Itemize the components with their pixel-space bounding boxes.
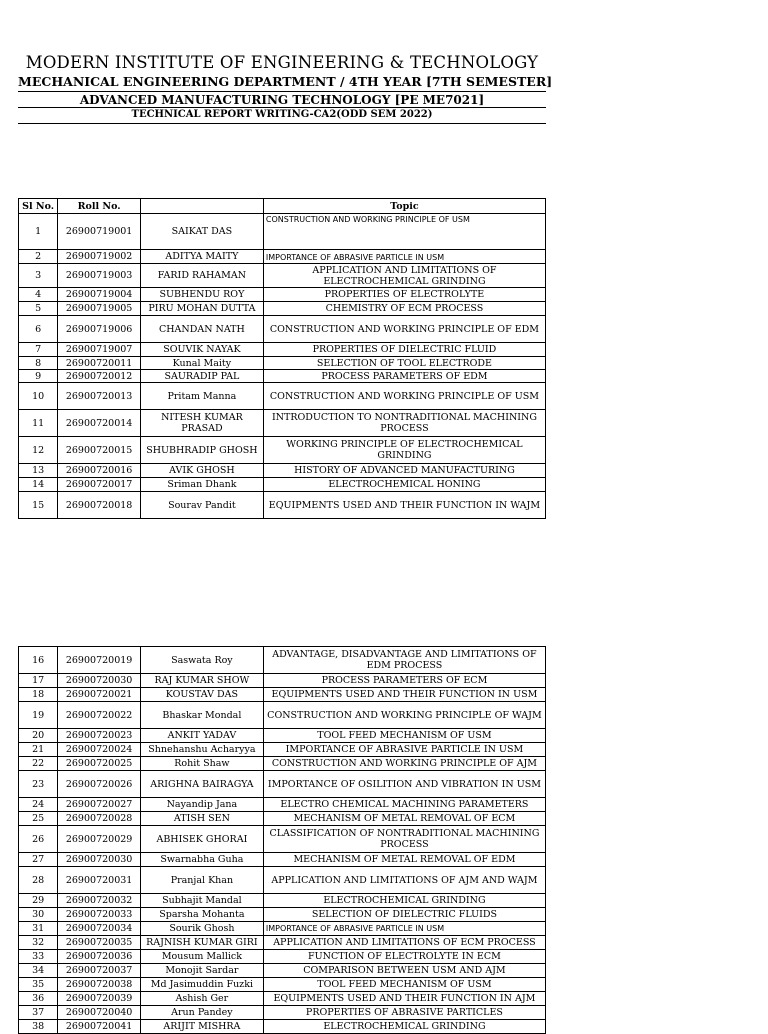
cell-topic: CONSTRUCTION AND WORKING PRINCIPLE OF WAJM [263, 702, 545, 729]
cell-sl-no: 29 [19, 894, 58, 908]
cell-sl-no: 27 [19, 853, 58, 867]
cell-sl-no: 36 [19, 992, 58, 1006]
cell-roll-no: 26900720011 [58, 357, 141, 370]
cell-roll-no: 26900720013 [58, 383, 141, 410]
table-row [19, 771, 546, 798]
cell-sl-no: 2 [19, 250, 58, 264]
cell-sl-no: 19 [19, 702, 58, 729]
topic-table-part-1 [18, 198, 546, 519]
cell-sl-no: 38 [19, 1020, 58, 1034]
cell-roll-no: 26900720025 [58, 757, 141, 771]
cell-roll-no: 26900720012 [58, 370, 141, 383]
cell-sl-no: 24 [19, 798, 58, 812]
table-row [19, 674, 546, 688]
cell-sl-no: 5 [19, 302, 58, 316]
cell-topic: PROCESS PARAMETERS OF EDM [263, 370, 545, 383]
table-row [19, 702, 546, 729]
cell-sl-no: 3 [19, 264, 58, 288]
cell-student-name: Nayandip Jana [140, 798, 263, 812]
table-row [19, 302, 546, 316]
cell-sl-no: 1 [19, 214, 58, 250]
cell-roll-no: 26900720039 [58, 992, 141, 1006]
cell-roll-no: 26900720014 [58, 410, 141, 437]
cell-student-name: SAIKAT DAS [140, 214, 263, 250]
cell-topic: EQUIPMENTS USED AND THEIR FUNCTION IN AJM [263, 992, 545, 1006]
cell-student-name: ATISH SEN [140, 812, 263, 826]
cell-student-name: RAJNISH KUMAR GIRI [140, 936, 263, 950]
report-title: TECHNICAL REPORT WRITING-CA2(ODD SEM 2022) [131, 109, 433, 120]
table-row [19, 922, 546, 936]
table-row [19, 908, 546, 922]
cell-student-name: ARIJIT MISHRA [140, 1020, 263, 1034]
cell-roll-no: 26900720018 [58, 492, 141, 519]
col-header-topic: Topic [263, 199, 545, 214]
cell-roll-no: 26900720035 [58, 936, 141, 950]
cell-sl-no: 28 [19, 867, 58, 894]
cell-roll-no: 26900720037 [58, 964, 141, 978]
table-row [19, 950, 546, 964]
table-row [19, 464, 546, 478]
cell-roll-no: 26900719003 [58, 264, 141, 288]
cell-topic: IMPORTANCE OF OSILITION AND VIBRATION IN USM [263, 771, 545, 798]
cell-sl-no: 8 [19, 357, 58, 370]
cell-student-name: Pritam Manna [140, 383, 263, 410]
cell-topic: COMPARISON BETWEEN USM AND AJM [263, 964, 545, 978]
col-header-name [140, 199, 263, 214]
cell-student-name: KOUSTAV DAS [140, 688, 263, 702]
cell-sl-no: 30 [19, 908, 58, 922]
cell-student-name: Monojit Sardar [140, 964, 263, 978]
cell-roll-no: 26900720021 [58, 688, 141, 702]
cell-student-name: Rohit Shaw [140, 757, 263, 771]
table-row [19, 492, 546, 519]
table-row [19, 357, 546, 370]
cell-student-name: ABHISEK GHORAI [140, 826, 263, 853]
table-row [19, 757, 546, 771]
cell-topic: CONSTRUCTION AND WORKING PRINCIPLE OF USM [263, 214, 545, 250]
cell-sl-no: 11 [19, 410, 58, 437]
table-row [19, 288, 546, 302]
cell-sl-no: 18 [19, 688, 58, 702]
table-row [19, 798, 546, 812]
cell-roll-no: 26900719005 [58, 302, 141, 316]
cell-student-name: FARID RAHAMAN [140, 264, 263, 288]
cell-sl-no: 13 [19, 464, 58, 478]
table-row [19, 688, 546, 702]
cell-topic: APPLICATION AND LIMITATIONS OF ELECTROCHEMICAL GRINDING [263, 264, 545, 288]
cell-topic: CONSTRUCTION AND WORKING PRINCIPLE OF AJM [263, 757, 545, 771]
col-header-roll: Roll No. [58, 199, 141, 214]
table-row [19, 316, 546, 343]
cell-sl-no: 25 [19, 812, 58, 826]
cell-roll-no: 26900720028 [58, 812, 141, 826]
course-title: ADVANCED MANUFACTURING TECHNOLOGY [PE ME7021] [79, 93, 485, 107]
cell-topic: CLASSIFICATION OF NONTRADITIONAL MACHINING PROCESS [263, 826, 545, 853]
institute-title: MODERN INSTITUTE OF ENGINEERING & TECHNOLOGY [25, 53, 539, 72]
cell-roll-no: 26900720015 [58, 437, 141, 464]
cell-sl-no: 7 [19, 343, 58, 357]
cell-topic: IMPORTANCE OF ABRASIVE PARTICLE IN USM [263, 250, 545, 264]
cell-student-name: Sourik Ghosh [140, 922, 263, 936]
table-row [19, 1020, 546, 1034]
cell-topic: ELECTROCHEMICAL GRINDING [263, 1020, 545, 1034]
cell-sl-no: 37 [19, 1006, 58, 1020]
cell-sl-no: 20 [19, 729, 58, 743]
table-header-row [19, 199, 546, 214]
cell-sl-no: 34 [19, 964, 58, 978]
cell-roll-no: 26900720040 [58, 1006, 141, 1020]
cell-roll-no: 26900720030 [58, 853, 141, 867]
cell-roll-no: 26900719004 [58, 288, 141, 302]
cell-student-name: ANKIT YADAV [140, 729, 263, 743]
cell-student-name: SUBHENDU ROY [140, 288, 263, 302]
table-row [19, 647, 546, 674]
cell-topic: CHEMISTRY OF ECM PROCESS [263, 302, 545, 316]
cell-student-name: Sriman Dhank [140, 478, 263, 492]
cell-sl-no: 32 [19, 936, 58, 950]
header-divider [18, 123, 546, 124]
table-row [19, 978, 546, 992]
cell-topic: CONSTRUCTION AND WORKING PRINCIPLE OF EDM [263, 316, 545, 343]
cell-topic: ELECTRO CHEMICAL MACHINING PARAMETERS [263, 798, 545, 812]
cell-topic: TOOL FEED MECHANISM OF USM [263, 729, 545, 743]
department-title: MECHANICAL ENGINEERING DEPARTMENT / 4TH YEAR [7TH SEMESTER] [18, 74, 553, 89]
table-row [19, 478, 546, 492]
cell-topic: FUNCTION OF ELECTROLYTE IN ECM [263, 950, 545, 964]
table-row [19, 992, 546, 1006]
cell-sl-no: 12 [19, 437, 58, 464]
cell-sl-no: 33 [19, 950, 58, 964]
cell-student-name: Sourav Pandit [140, 492, 263, 519]
cell-topic: MECHANISM OF METAL REMOVAL OF ECM [263, 812, 545, 826]
cell-topic: EQUIPMENTS USED AND THEIR FUNCTION IN USM [263, 688, 545, 702]
cell-sl-no: 22 [19, 757, 58, 771]
cell-sl-no: 17 [19, 674, 58, 688]
table-row [19, 867, 546, 894]
cell-roll-no: 26900720031 [58, 867, 141, 894]
cell-student-name: PIRU MOHAN DUTTA [140, 302, 263, 316]
cell-sl-no: 21 [19, 743, 58, 757]
cell-topic: WORKING PRINCIPLE OF ELECTROCHEMICAL GRINDING [263, 437, 545, 464]
col-header-sl: Sl No. [19, 199, 58, 214]
header-divider [18, 91, 546, 92]
cell-student-name: Sparsha Mohanta [140, 908, 263, 922]
table-row [19, 437, 546, 464]
header-divider [18, 107, 546, 108]
cell-roll-no: 26900720032 [58, 894, 141, 908]
cell-sl-no: 15 [19, 492, 58, 519]
cell-student-name: SHUBHRADIP GHOSH [140, 437, 263, 464]
cell-roll-no: 26900720022 [58, 702, 141, 729]
cell-roll-no: 26900719001 [58, 214, 141, 250]
cell-sl-no: 31 [19, 922, 58, 936]
cell-student-name: SAURADIP PAL [140, 370, 263, 383]
cell-topic: INTRODUCTION TO NONTRADITIONAL MACHINING PROCESS [263, 410, 545, 437]
cell-sl-no: 14 [19, 478, 58, 492]
cell-sl-no: 35 [19, 978, 58, 992]
cell-roll-no: 26900720033 [58, 908, 141, 922]
cell-roll-no: 26900720029 [58, 826, 141, 853]
cell-topic: PROCESS PARAMETERS OF ECM [263, 674, 545, 688]
cell-topic: MECHANISM OF METAL REMOVAL OF EDM [263, 853, 545, 867]
cell-student-name: Shnehanshu Acharyya [140, 743, 263, 757]
table-row [19, 729, 546, 743]
table-row [19, 1006, 546, 1020]
cell-roll-no: 26900720019 [58, 647, 141, 674]
cell-topic: SELECTION OF DIELECTRIC FLUIDS [263, 908, 545, 922]
cell-student-name: Bhaskar Mondal [140, 702, 263, 729]
cell-roll-no: 26900720027 [58, 798, 141, 812]
cell-student-name: ADITYA MAITY [140, 250, 263, 264]
cell-roll-no: 26900719002 [58, 250, 141, 264]
table-row [19, 812, 546, 826]
cell-topic: EQUIPMENTS USED AND THEIR FUNCTION IN WAJM [263, 492, 545, 519]
cell-student-name: Ashish Ger [140, 992, 263, 1006]
cell-roll-no: 26900720030 [58, 674, 141, 688]
cell-roll-no: 26900720024 [58, 743, 141, 757]
table-row [19, 964, 546, 978]
table-row [19, 410, 546, 437]
table-row [19, 343, 546, 357]
cell-topic: ADVANTAGE, DISADVANTAGE AND LIMITATIONS OF EDM PROCESS [263, 647, 545, 674]
cell-roll-no: 26900720016 [58, 464, 141, 478]
cell-topic: APPLICATION AND LIMITATIONS OF AJM AND WAJM [263, 867, 545, 894]
cell-topic: HISTORY OF ADVANCED MANUFACTURING [263, 464, 545, 478]
cell-student-name: Md Jasimuddin Fuzki [140, 978, 263, 992]
cell-roll-no: 26900720038 [58, 978, 141, 992]
cell-student-name: CHANDAN NATH [140, 316, 263, 343]
cell-student-name: RAJ KUMAR SHOW [140, 674, 263, 688]
cell-student-name: Kunal Maity [140, 357, 263, 370]
cell-sl-no: 16 [19, 647, 58, 674]
cell-roll-no: 26900720023 [58, 729, 141, 743]
table-row [19, 370, 546, 383]
cell-student-name: AVIK GHOSH [140, 464, 263, 478]
table-row [19, 826, 546, 853]
cell-student-name: ARIGHNA BAIRAGYA [140, 771, 263, 798]
cell-student-name: Mousum Mallick [140, 950, 263, 964]
table-row [19, 936, 546, 950]
cell-roll-no: 26900720026 [58, 771, 141, 798]
cell-topic: ELECTROCHEMICAL GRINDING [263, 894, 545, 908]
topic-table-part-2 [18, 646, 546, 1034]
cell-sl-no: 23 [19, 771, 58, 798]
table-row [19, 383, 546, 410]
cell-roll-no: 26900720041 [58, 1020, 141, 1034]
cell-student-name: Swarnabha Guha [140, 853, 263, 867]
cell-sl-no: 26 [19, 826, 58, 853]
cell-topic: TOOL FEED MECHANISM OF USM [263, 978, 545, 992]
table-row [19, 853, 546, 867]
table-row [19, 214, 546, 250]
cell-topic: SELECTION OF TOOL ELECTRODE [263, 357, 545, 370]
cell-roll-no: 26900720036 [58, 950, 141, 964]
cell-student-name: Subhajit Mandal [140, 894, 263, 908]
table-row [19, 250, 546, 264]
cell-sl-no: 10 [19, 383, 58, 410]
cell-student-name: Pranjal Khan [140, 867, 263, 894]
cell-topic: PROPERTIES OF DIELECTRIC FLUID [263, 343, 545, 357]
cell-topic: PROPERTIES OF ABRASIVE PARTICLES [263, 1006, 545, 1020]
cell-topic: ELECTROCHEMICAL HONING [263, 478, 545, 492]
cell-topic: IMPORTANCE OF ABRASIVE PARTICLE IN USM [263, 743, 545, 757]
cell-sl-no: 9 [19, 370, 58, 383]
table-row [19, 894, 546, 908]
cell-roll-no: 26900719007 [58, 343, 141, 357]
cell-sl-no: 4 [19, 288, 58, 302]
cell-student-name: Saswata Roy [140, 647, 263, 674]
cell-topic: CONSTRUCTION AND WORKING PRINCIPLE OF USM [263, 383, 545, 410]
table-row [19, 743, 546, 757]
cell-student-name: NITESH KUMAR PRASAD [140, 410, 263, 437]
cell-roll-no: 26900719006 [58, 316, 141, 343]
cell-roll-no: 26900720034 [58, 922, 141, 936]
table-row [19, 264, 546, 288]
cell-sl-no: 6 [19, 316, 58, 343]
cell-topic: APPLICATION AND LIMITATIONS OF ECM PROCESS [263, 936, 545, 950]
cell-student-name: Arun Pandey [140, 1006, 263, 1020]
cell-topic: PROPERTIES OF ELECTROLYTE [263, 288, 545, 302]
cell-topic: IMPORTANCE OF ABRASIVE PARTICLE IN USM [263, 922, 545, 936]
cell-student-name: SOUVIK NAYAK [140, 343, 263, 357]
cell-roll-no: 26900720017 [58, 478, 141, 492]
